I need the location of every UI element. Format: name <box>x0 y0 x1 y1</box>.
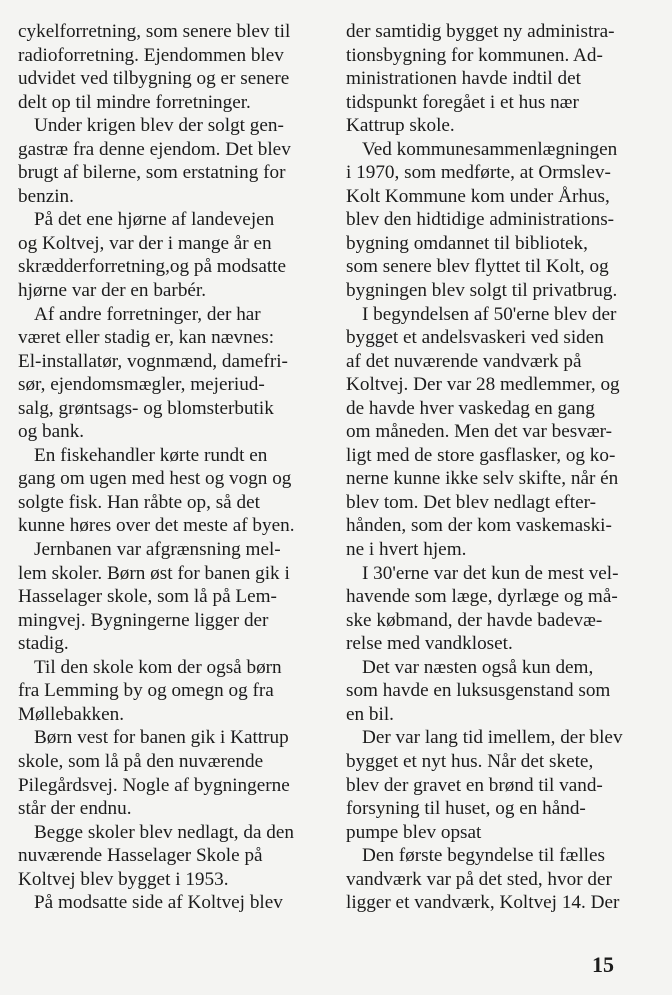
text-line: der samtidig bygget ny administra- <box>346 21 615 42</box>
text-line: blev der gravet en brønd til vand- <box>346 774 603 796</box>
text-line: relse med vandkloset. <box>346 633 513 655</box>
text-line: Koltvej. Der var 28 medlemmer, og <box>346 374 620 396</box>
text-line: fra Lemming by og omegn og fra <box>18 680 274 702</box>
paragraph <box>18 20 318 114</box>
paragraph <box>18 656 318 727</box>
text-line: vandværk var på det sted, hvor der <box>346 868 612 890</box>
text-line: hjørne var der en barbér. <box>18 280 207 302</box>
text-line: Jernbanen var afgrænsning mel- <box>34 539 281 561</box>
text-line: Den første begyndelse til fælles <box>362 845 605 867</box>
text-line: nuværende Hasselager Skole på <box>18 845 263 867</box>
text-line: delt op til mindre forretninger. <box>18 91 251 113</box>
text-line: Hasselager skole, som lå på Lem- <box>18 586 277 608</box>
text-line: brugt af bilerne, som erstatning for <box>18 162 286 184</box>
text-line: gastræ fra denne ejendom. Det blev <box>18 138 291 160</box>
text-line: havende som læge, dyrlæge og må- <box>346 586 618 608</box>
paragraph <box>18 208 318 302</box>
paragraph <box>18 114 318 208</box>
text-line: En fiskehandler kørte rundt en <box>34 444 268 466</box>
paragraph <box>18 821 318 892</box>
text-line: ligger et vandværk, Koltvej 14. Der <box>346 892 620 914</box>
paragraph <box>18 303 318 444</box>
text-line: benzin. <box>18 185 74 207</box>
text-line: I begyndelsen af 50'erne blev der <box>362 303 617 325</box>
text-line: og Koltvej, var der i mange år en <box>18 232 272 254</box>
text-line: pumpe blev opsat <box>346 821 482 843</box>
text-line: en bil. <box>346 703 394 725</box>
right-text-column <box>346 20 650 915</box>
text-line: skrædderforretning,og på modsatte <box>18 256 287 278</box>
text-line: tidspunkt foregået i et hus nær <box>346 91 579 113</box>
paragraph <box>18 726 318 820</box>
text-line: Koltvej blev bygget i 1953. <box>18 868 229 890</box>
text-line: Af andre forretninger, der har <box>34 303 261 325</box>
text-line: bygget et andelsvaskeri ved siden <box>346 327 604 349</box>
text-line: forsyning til huset, og en hånd- <box>346 798 586 820</box>
text-line: ligt med de store gasflasker, og ko- <box>346 444 616 466</box>
text-line: og bank. <box>18 421 85 443</box>
text-line: ske købmand, der havde badevæ- <box>346 609 603 631</box>
text-line: Begge skoler blev nedlagt, da den <box>34 821 295 843</box>
text-line: På det ene hjørne af landevejen <box>34 209 275 231</box>
text-line: Til den skole kom der også børn <box>34 656 282 678</box>
text-line: blev tom. Det blev nedlagt efter- <box>346 491 597 513</box>
text-line: Der var lang tid imellem, der blev <box>362 727 623 749</box>
paragraph <box>346 138 650 303</box>
text-line: ministrationen havde indtil det <box>346 68 582 90</box>
text-line: om måneden. Men det var besvær- <box>346 421 613 443</box>
text-line: sør, ejendomsmægler, mejeriud- <box>18 374 265 396</box>
paragraph <box>18 444 318 538</box>
text-line: bygget et nyt hus. Når det skete, <box>346 750 594 772</box>
text-line: lem skoler. Børn øst for banen gik i <box>18 562 290 584</box>
text-line: bygningen blev solgt til privatbrug. <box>346 280 618 302</box>
text-line: Børn vest for banen gik i Kattrup <box>34 727 289 749</box>
text-line: stadig. <box>18 633 69 655</box>
text-line: gang om ugen med hest og vogn og <box>18 468 292 490</box>
paragraph <box>18 538 318 656</box>
paragraph <box>346 656 650 727</box>
paragraph <box>18 891 318 915</box>
text-line: radioforretning. Ejendommen blev <box>18 44 284 66</box>
text-line: salg, grøntsags- og blomsterbutik <box>18 397 274 419</box>
text-line: bygning omdannet til bibliotek, <box>346 232 588 254</box>
paragraph <box>346 20 650 138</box>
text-line: tionsbygning for kommunen. Ad- <box>346 44 603 66</box>
text-line: hånden, som der kom vaskemaski- <box>346 515 612 537</box>
paragraph <box>346 726 650 844</box>
text-line: som havde en luksusgenstand som <box>346 680 611 702</box>
text-line: de havde hver vaskedag en gang <box>346 397 595 419</box>
text-line: Møllebakken. <box>18 703 125 725</box>
text-line: af det nuværende vandværk på <box>346 350 582 372</box>
text-line: På modsatte side af Koltvej blev <box>34 892 283 914</box>
text-line: Under krigen blev der solgt gen- <box>34 115 284 137</box>
page-number: 15 <box>592 952 614 977</box>
text-line: i 1970, som medførte, at Ormslev- <box>346 162 611 184</box>
text-line: skole, som lå på den nuværende <box>18 750 264 772</box>
left-text-column <box>18 20 318 915</box>
text-line: Pilegårdsvej. Nogle af bygningerne <box>18 774 290 796</box>
text-line: kunne høres over det meste af byen. <box>18 515 295 537</box>
text-line: I 30'erne var det kun de mest vel- <box>362 562 619 584</box>
text-line: El-installatør, vognmænd, damefri- <box>18 350 288 372</box>
text-line: står der endnu. <box>18 798 132 820</box>
paragraph <box>346 562 650 656</box>
text-line: Det var næsten også kun dem, <box>362 656 594 678</box>
text-line: været eller stadig er, kan nævnes: <box>18 327 275 349</box>
text-line: nerne kunne ikke selv skifte, når én <box>346 468 619 490</box>
text-line: solgte fisk. Han råbte op, så det <box>18 491 260 513</box>
text-line: cykelforretning, som senere blev til <box>18 21 291 42</box>
text-line: Kattrup skole. <box>346 115 455 137</box>
text-line: Ved kommunesammenlægningen <box>362 138 618 160</box>
text-line: Kolt Kommune kom under Århus, <box>346 185 610 207</box>
text-line: blev den hidtidige administrations- <box>346 209 615 231</box>
text-line: udvidet ved tilbygning og er senere <box>18 68 290 90</box>
paragraph <box>346 303 650 562</box>
text-line: som senere blev flyttet til Kolt, og <box>346 256 609 278</box>
text-line: mingvej. Bygningerne ligger der <box>18 609 269 631</box>
text-line: ne i hvert hjem. <box>346 539 467 561</box>
paragraph <box>346 844 650 915</box>
